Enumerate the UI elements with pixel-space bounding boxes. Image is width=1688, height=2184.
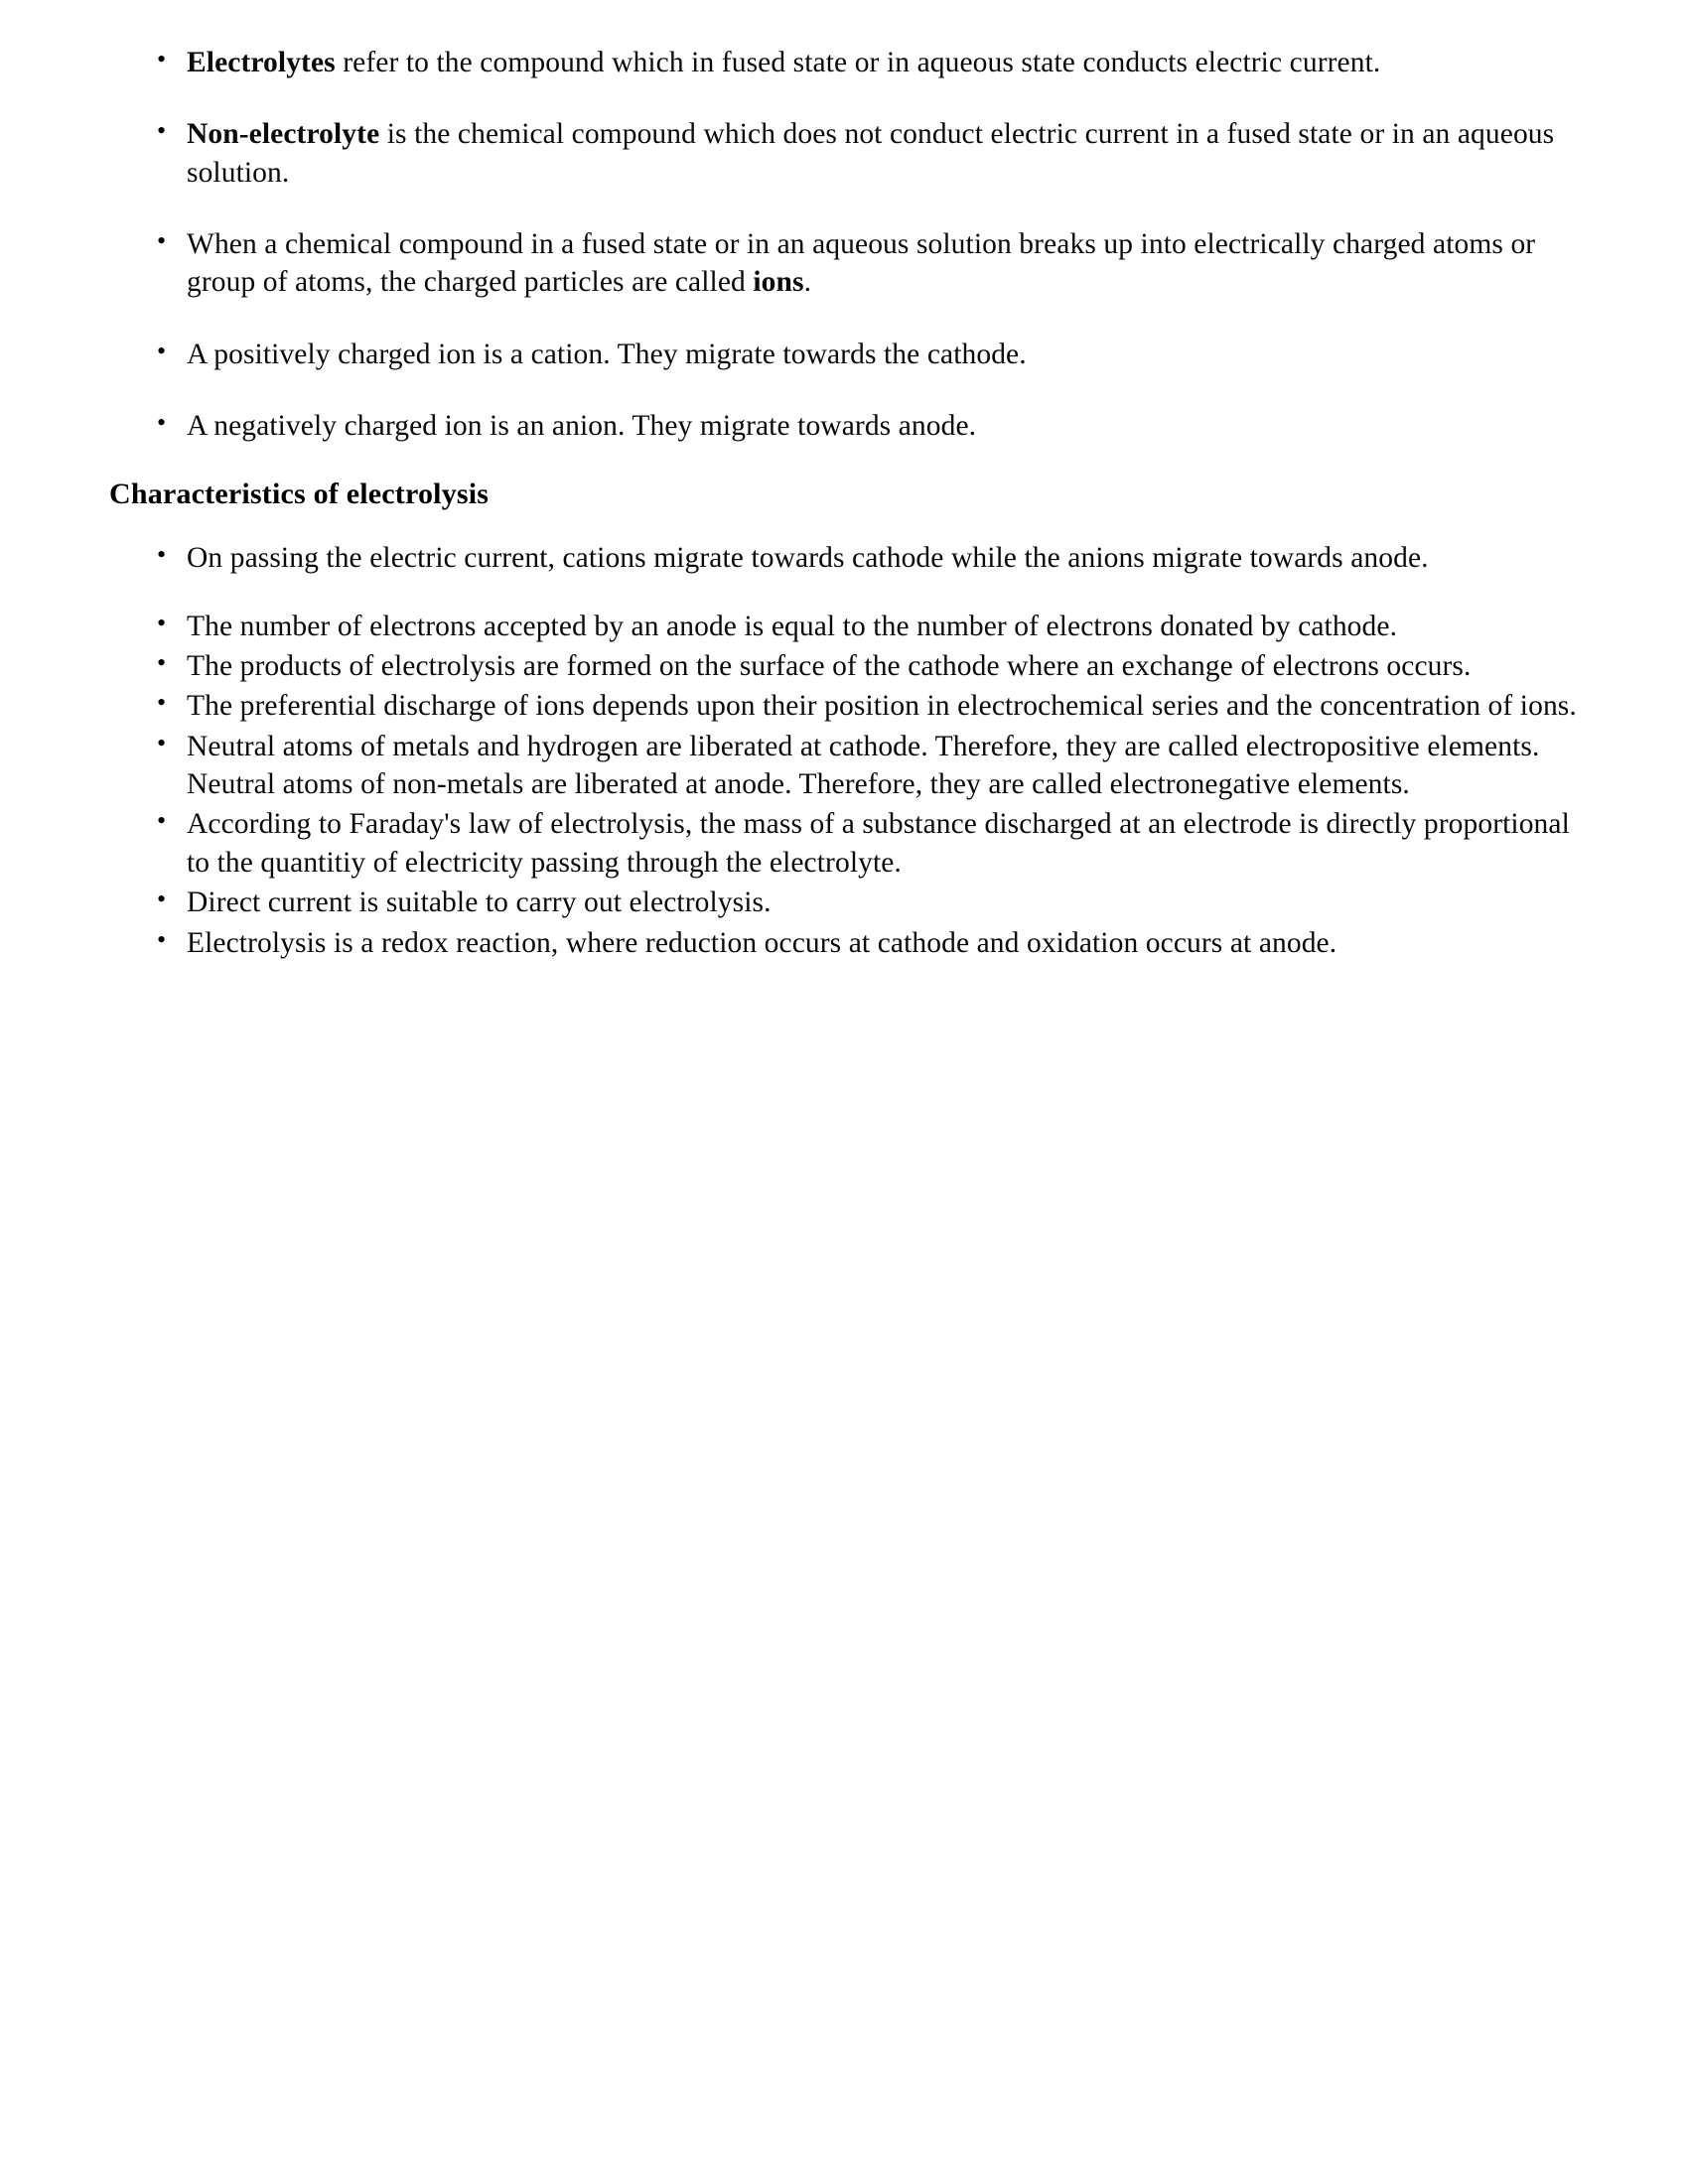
definition-anion: A negatively charged ion is an anion. They migrate towards anode. bbox=[187, 410, 977, 443]
characteristic-7: Direct current is suitable to carry out electrolysis. bbox=[187, 887, 772, 919]
list-item bbox=[109, 407, 1579, 445]
section-heading: Characteristics of electrolysis bbox=[109, 478, 490, 511]
list-item bbox=[109, 687, 1579, 725]
term-electrolytes: Electrolytes bbox=[187, 47, 336, 78]
list-item bbox=[109, 647, 1579, 685]
characteristic-3: The products of electrolysis are formed on the surface of the cathode where an exchange of electrons occurs. bbox=[187, 650, 1472, 683]
characteristic-2: The number of electrons accepted by an anode is equal to the number of electrons donated by cathode. bbox=[187, 610, 1398, 642]
page-content bbox=[109, 44, 1579, 2056]
definition-ions-trail: . bbox=[803, 266, 812, 299]
characteristic-5: Neutral atoms of metals and hydrogen are liberated at cathode. Therefore, they are called electropositive elements. Neutral atoms of non-metals are liberated at anode. Therefore, they are called electronegative elements. bbox=[187, 730, 1540, 801]
page-whitespace bbox=[109, 964, 1579, 2056]
characteristic-4: The preferential discharge of ions depends upon their position in electrochemical series and the concentration of ions. bbox=[187, 690, 1577, 723]
definition-cation: A positively charged ion is a cation. They migrate towards the cathode. bbox=[187, 338, 1027, 370]
list-item bbox=[109, 44, 1579, 81]
list-item bbox=[109, 805, 1579, 882]
definition-non-electrolyte: is the chemical compound which does not conduct electric current in a fused state or in an aqueous solution. bbox=[187, 118, 1555, 189]
definition-electrolytes: refer to the compound which in fused state or in aqueous state conducts electric current. bbox=[335, 47, 1381, 78]
list-item bbox=[109, 924, 1579, 962]
definitions-list bbox=[109, 44, 1579, 445]
list-item bbox=[109, 225, 1579, 302]
characteristics-list bbox=[109, 539, 1579, 961]
list-item bbox=[109, 336, 1579, 373]
list-item bbox=[109, 884, 1579, 921]
characteristic-6: According to Faraday's law of electrolysis, the mass of a substance discharged at an electrode is directly proportional to the quantitiy of electricity passing through the electrolyte. bbox=[187, 808, 1570, 879]
list-item bbox=[109, 539, 1579, 577]
characteristic-8: Electrolysis is a redox reaction, where reduction occurs at cathode and oxidation occurs at anode. bbox=[187, 926, 1337, 959]
term-non-electrolyte: Non-electrolyte bbox=[187, 118, 380, 151]
characteristic-1: On passing the electric current, cations migrate towards cathode while the anions migrate towards anode. bbox=[187, 542, 1429, 575]
list-item bbox=[109, 608, 1579, 645]
definition-ions: When a chemical compound in a fused state or in an aqueous solution breaks up into electrically charged atoms or group of atoms, the charged particles are called bbox=[187, 228, 1536, 299]
term-ions: ions bbox=[753, 266, 804, 299]
list-item bbox=[109, 115, 1579, 192]
list-item bbox=[109, 728, 1579, 804]
